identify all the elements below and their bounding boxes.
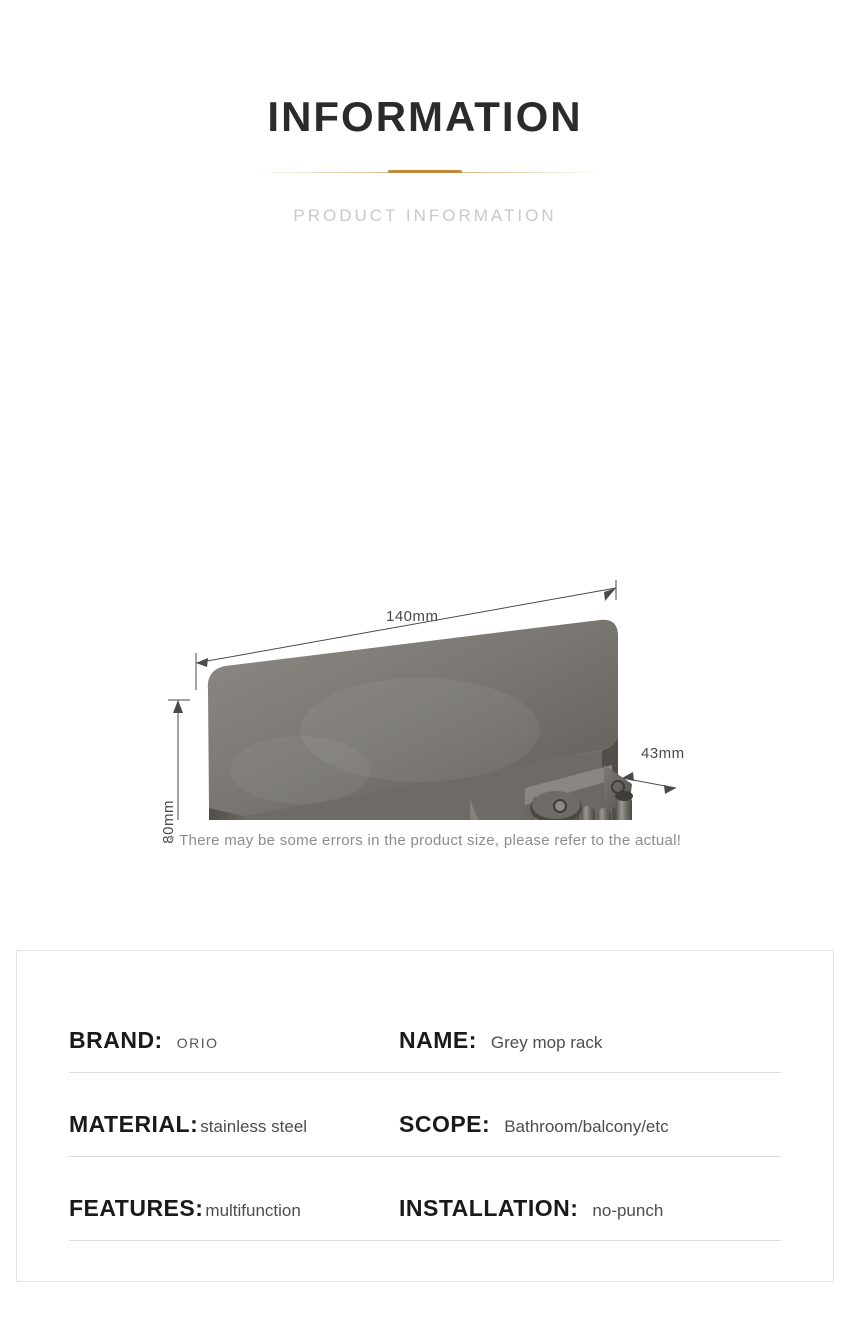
spec-value-material: stainless steel <box>200 1117 308 1136</box>
size-disclaimer-note: * There may be some errors in the product size, please refer to the actual! <box>168 832 682 849</box>
page-title: INFORMATION <box>267 93 583 140</box>
spec-table <box>16 950 834 1282</box>
spec-cell-features <box>69 1195 399 1240</box>
spec-cell-scope <box>399 1111 781 1156</box>
spec-value-brand: ORIO <box>176 1035 219 1051</box>
spec-key-scope: SCOPE: <box>399 1111 491 1137</box>
title-divider <box>250 170 600 176</box>
spec-key-material: MATERIAL: <box>69 1111 199 1137</box>
spec-cell-installation <box>399 1195 781 1240</box>
dimension-width-label: 140mm <box>386 608 439 625</box>
dimension-depth-label: 43mm <box>641 745 685 762</box>
spec-value-name: Grey mop rack <box>490 1033 603 1052</box>
spec-key-brand: BRAND: <box>69 1027 163 1053</box>
spec-key-installation: INSTALLATION: <box>399 1195 579 1221</box>
spec-key-features: FEATURES: <box>69 1195 204 1221</box>
spec-cell-material <box>69 1111 399 1156</box>
dimension-height-label: 80mm <box>160 800 177 844</box>
table-row <box>69 1157 781 1241</box>
product-diagram-svg <box>0 260 850 820</box>
spec-value-features: multifunction <box>205 1201 301 1220</box>
divider-accent <box>388 170 462 173</box>
table-row <box>69 1073 781 1157</box>
spec-cell-brand <box>69 1027 399 1072</box>
page-header <box>0 0 850 226</box>
spec-cell-name <box>399 1027 781 1072</box>
table-row <box>69 989 781 1073</box>
spec-key-name: NAME: <box>399 1027 477 1053</box>
spec-value-installation: no-punch <box>592 1201 664 1220</box>
spec-value-scope: Bathroom/balcony/etc <box>504 1117 669 1136</box>
page-subtitle: PRODUCT INFORMATION <box>293 206 557 225</box>
